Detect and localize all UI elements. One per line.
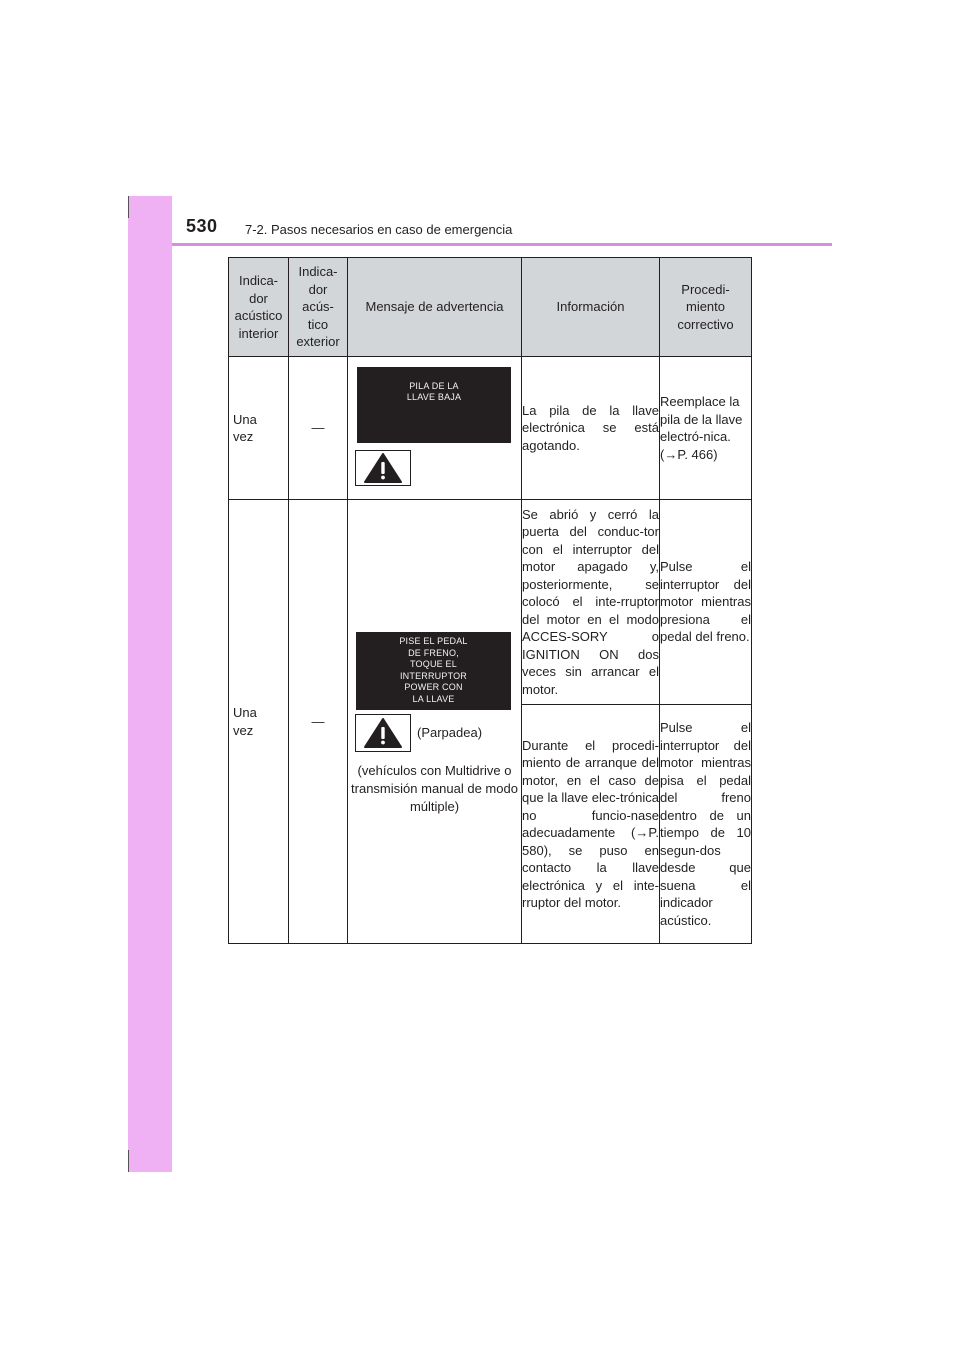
- page-sidebar-tab: [128, 196, 172, 1172]
- header-information: Información: [522, 258, 660, 357]
- warning-triangle-icon: [363, 452, 403, 484]
- table-header-row: [229, 258, 752, 357]
- warning-message-table: [228, 257, 752, 944]
- display-screen: [357, 367, 511, 443]
- display-text: PILA DE LA LLAVE BAJA: [406, 381, 462, 402]
- row2-procedure-b: Pulse el interruptor del motor mientras pisa el pedal del freno dentro de un tiempo de 10 segun-dos desde que suena el indicador acústico.: [660, 705, 752, 944]
- warning-triangle-icon: [363, 717, 403, 749]
- header-warning-message: Mensaje de advertencia: [348, 258, 522, 357]
- row2-procedure-a: Pulse el interruptor del motor mientras presiona el pedal del freno.: [660, 500, 752, 705]
- row1-procedure: Reemplace la pila de la llave electró-nica. (→P. 466): [660, 357, 752, 500]
- row2-info-b: Durante el procedi-miento de arranque del motor, en el caso de que la llave elec-trónica no funcio-nase adecuadamente (→P. 580), se puso en contacto la llave electrónica y el inte-rruptor del motor.: [522, 705, 660, 944]
- row1-interior: Una vez: [229, 357, 289, 500]
- section-title: 7-2. Pasos necesarios en caso de emergencia: [245, 222, 513, 237]
- vehicle-note: (vehículos con Multidrive o transmisión manual de modo múltiple): [351, 763, 518, 814]
- display-text: PISE EL PEDAL DE FRENO, TOQUE EL INTERRUPTOR POWER CON LA LLAVE: [399, 636, 468, 704]
- row2-interior: Una vez: [229, 500, 289, 944]
- header-rule: [172, 243, 832, 246]
- row2-info-a: Se abrió y cerró la puerta del conduc-tor con el interruptor del motor apagado y, posteriormente, se colocó el inte-rruptor del motor en el modo ACCES-SORY o IGNITION ON dos veces sin arrancar el motor.: [522, 500, 660, 705]
- display-screen: [356, 632, 511, 710]
- row1-message: [348, 357, 522, 500]
- page-number: 530: [186, 216, 218, 236]
- warning-icon-box: [355, 714, 411, 752]
- crop-mark-bottom: [128, 1150, 129, 1172]
- table-row: [229, 357, 752, 500]
- header-interior-buzzer: Indica- dor acústico interior: [229, 258, 289, 357]
- warning-icon-box: [355, 450, 411, 486]
- crop-mark-top: [128, 196, 129, 218]
- row1-info: La pila de la llave electrónica se está agotando.: [522, 357, 660, 500]
- row2-message: [348, 500, 522, 944]
- header-exterior-buzzer: Indica- dor acús- tico exterior: [289, 258, 348, 357]
- header-procedure: Procedi- miento correctivo: [660, 258, 752, 357]
- blink-note: (Parpadea): [417, 725, 483, 741]
- row1-exterior: —: [289, 357, 348, 500]
- row2-exterior: —: [289, 500, 348, 944]
- table-row: [229, 500, 752, 705]
